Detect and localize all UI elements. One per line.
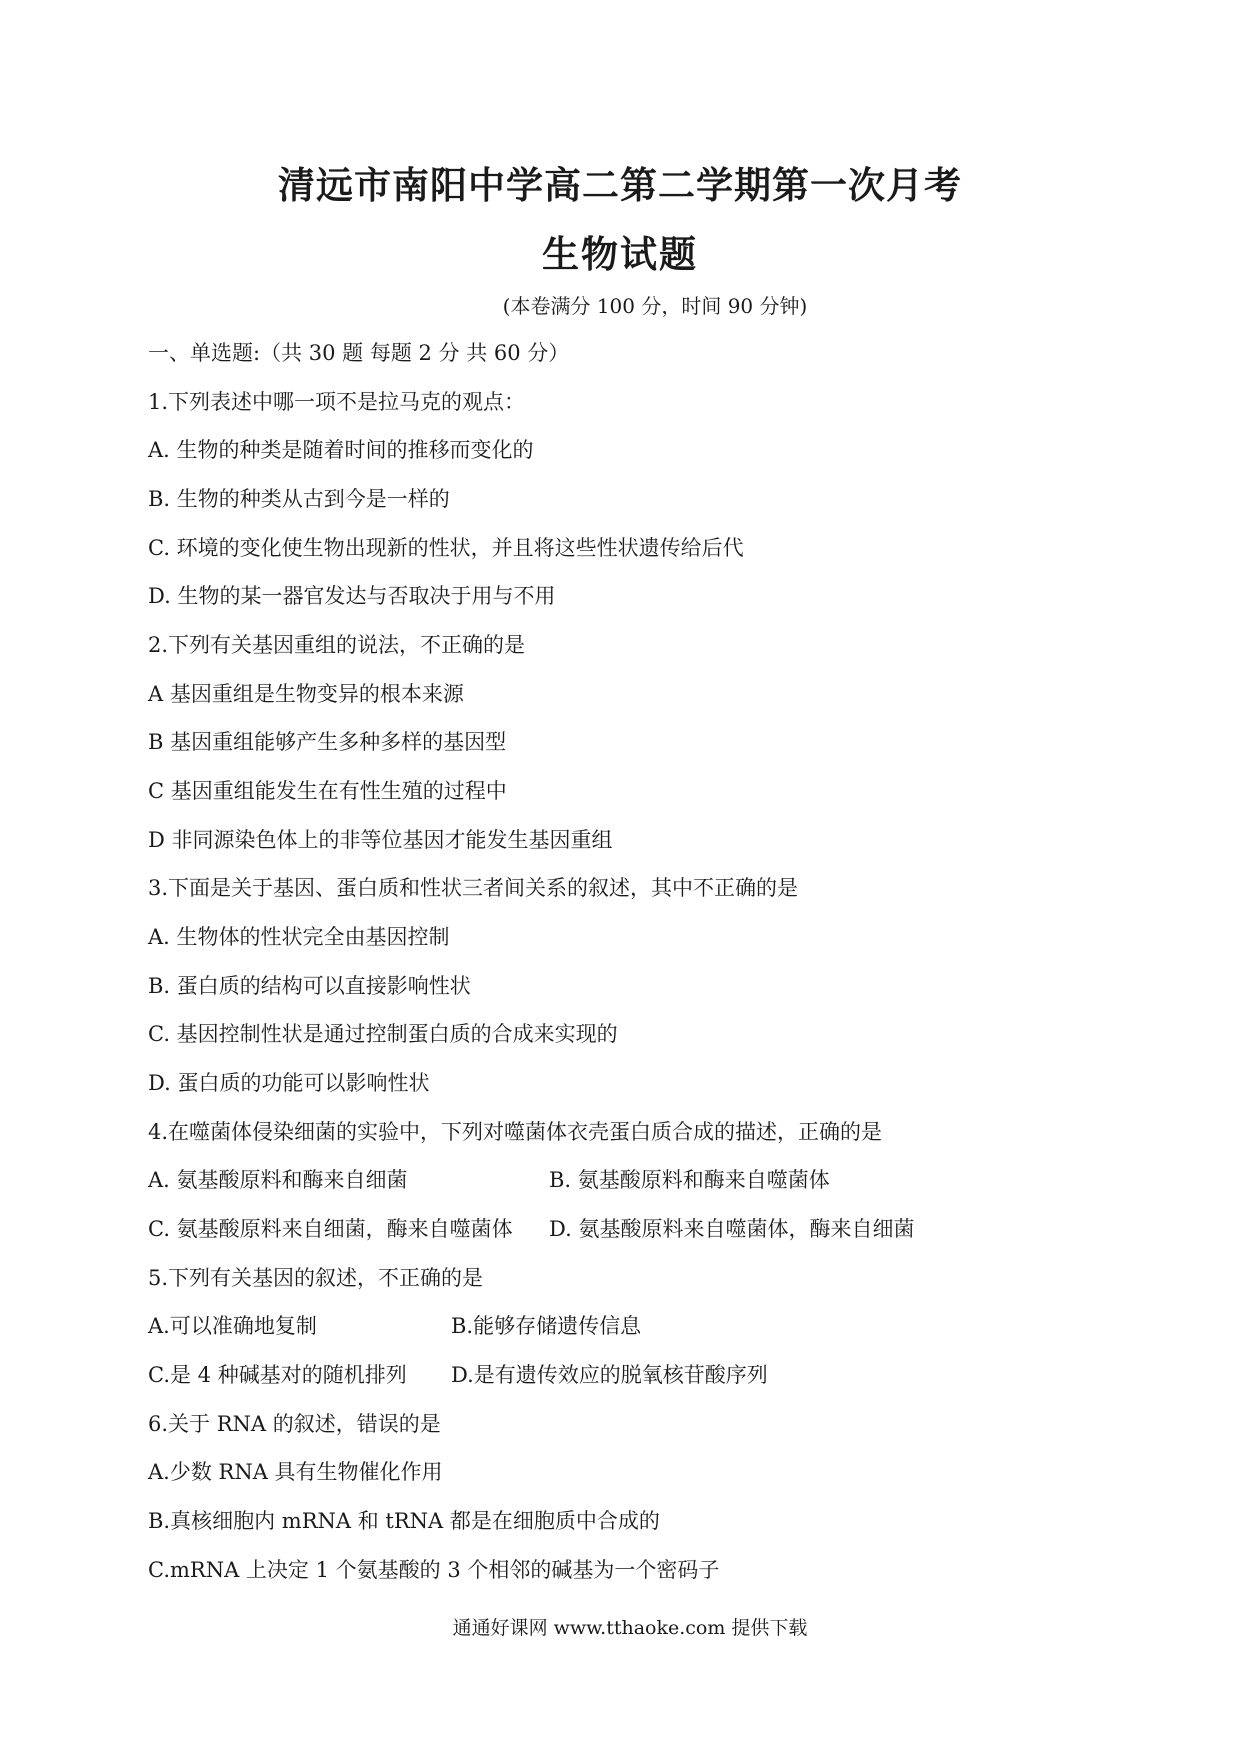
question-3-option-a: A. 生物体的性状完全由基因控制 [148,925,450,949]
question-4-option-d: D. 氨基酸原料来自噬菌体，酶来自细菌 [549,1217,915,1241]
question-6-option-b: B.真核细胞内 mRNA 和 tRNA 都是在细胞质中合成的 [148,1509,660,1533]
question-2-option-c: C 基因重组能发生在有性生殖的过程中 [148,779,507,803]
question-6-option-a: A.少数 RNA 具有生物催化作用 [148,1460,443,1484]
question-1-stem: 1.下列表述中哪一项不是拉马克的观点： [148,390,526,414]
question-2-option-a: A 基因重组是生物变异的根本来源 [148,682,464,706]
exam-subtitle: 生物试题 [542,232,698,276]
question-3-option-c: C. 基因控制性状是通过控制蛋白质的合成来实现的 [148,1022,618,1046]
question-5-option-c: C.是 4 种碱基对的随机排列 [148,1363,407,1387]
question-5-option-a: A.可以准确地复制 [148,1314,317,1338]
exam-title: 清远市南阳中学高二第二学期第一次月考 [278,163,962,207]
question-3-option-d: D. 蛋白质的功能可以影响性状 [148,1071,430,1095]
question-1-option-b: B. 生物的种类从古到今是一样的 [148,487,450,511]
question-3-stem: 3.下面是关于基因、蛋白质和性状三者间关系的叙述，其中不正确的是 [148,876,799,900]
question-5-option-b: B.能够存储遗传信息 [451,1314,642,1338]
question-1-option-c: C. 环境的变化使生物出现新的性状，并且将这些性状遗传给后代 [148,536,744,560]
question-6-stem: 6.关于 RNA 的叙述，错误的是 [148,1412,441,1436]
question-5-option-d: D.是有遗传效应的脱氧核苷酸序列 [451,1363,768,1387]
question-3-option-b: B. 蛋白质的结构可以直接影响性状 [148,974,471,998]
page-footer: 通通好课网 www.tthaoke.com 提供下载 [452,1617,808,1639]
question-2-option-b: B 基因重组能够产生多种多样的基因型 [148,730,507,754]
question-4-option-b: B. 氨基酸原料和酶来自噬菌体 [549,1168,830,1192]
question-4-option-a: A. 氨基酸原料和酶来自细菌 [148,1168,408,1192]
question-1-option-a: A. 生物的种类是随着时间的推移而变化的 [148,438,534,462]
section-heading: 一、单选题:（共 30 题 每题 2 分 共 60 分） [148,341,570,365]
exam-note: (本卷满分 100 分，时间 90 分钟) [502,294,808,318]
question-1-option-d: D. 生物的某一器官发达与否取决于用与不用 [148,584,556,608]
question-6-option-c: C.mRNA 上决定 1 个氨基酸的 3 个相邻的碱基为一个密码子 [148,1558,720,1582]
question-4-option-c: C. 氨基酸原料来自细菌，酶来自噬菌体 [148,1217,513,1241]
question-2-stem: 2.下列有关基因重组的说法，不正确的是 [148,633,526,657]
question-4-stem: 4.在噬菌体侵染细菌的实验中，下列对噬菌体衣壳蛋白质合成的描述，正确的是 [148,1120,883,1144]
question-5-stem: 5.下列有关基因的叙述，不正确的是 [148,1266,484,1290]
question-2-option-d: D 非同源染色体上的非等位基因才能发生基因重组 [148,828,613,852]
